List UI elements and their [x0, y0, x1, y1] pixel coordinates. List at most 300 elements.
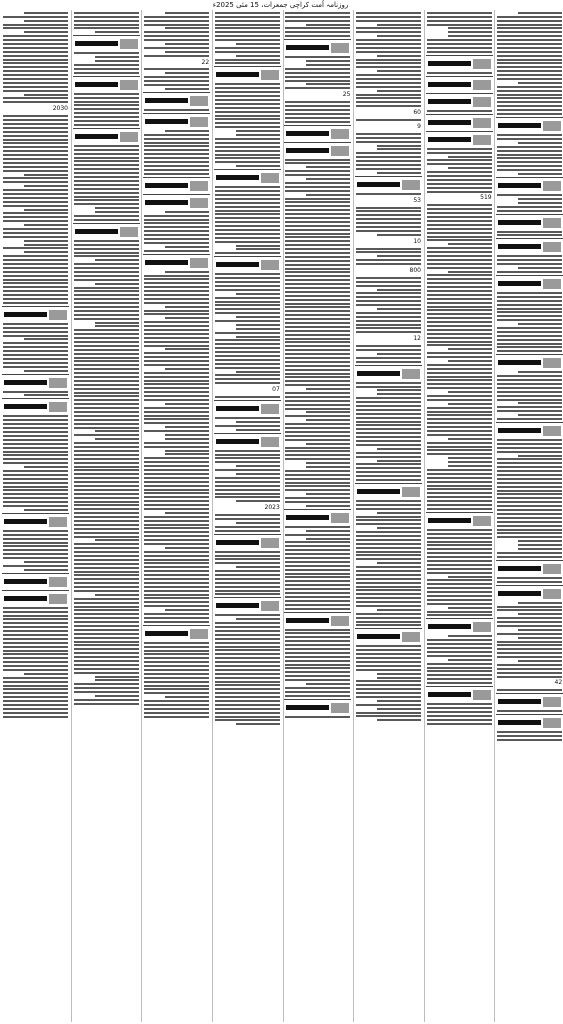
text-line [144, 234, 209, 236]
headline-text-block [428, 692, 471, 697]
text-line [74, 275, 139, 277]
text-line [285, 369, 350, 371]
text-line [144, 109, 209, 111]
text-line [144, 669, 209, 671]
text-line [215, 304, 280, 306]
text-line [497, 105, 562, 107]
story-badge [473, 516, 491, 526]
text-line [3, 530, 68, 532]
story-headline [496, 717, 563, 729]
text-line [427, 614, 492, 616]
section-divider [426, 512, 493, 513]
text-line [74, 582, 139, 584]
text-line [236, 248, 280, 250]
text-line [24, 370, 68, 372]
text-line [497, 395, 562, 397]
text-line [427, 313, 492, 315]
text-line [427, 282, 492, 284]
story-badge [49, 594, 67, 604]
text-line [74, 203, 139, 205]
text-line [356, 570, 421, 572]
text-line [427, 492, 492, 494]
text-line [236, 316, 280, 318]
text-line [285, 373, 350, 375]
headline-text-block [4, 404, 47, 409]
story-headline [73, 226, 140, 238]
text-line [427, 224, 492, 226]
text-line [427, 414, 492, 416]
text-line [165, 512, 209, 514]
text-line [285, 660, 350, 662]
text-line [3, 677, 68, 679]
text-line [356, 156, 421, 158]
text-line [356, 601, 421, 603]
text-line [285, 268, 350, 270]
text-line [144, 275, 209, 277]
text-line [285, 656, 350, 658]
text-line [215, 186, 280, 188]
text-line [285, 338, 350, 340]
text-line [215, 194, 280, 196]
number-in-text: 10 [413, 237, 421, 245]
text-line [285, 87, 350, 89]
text-line [144, 238, 209, 240]
headline-text-block [428, 99, 471, 104]
text-line [74, 267, 139, 269]
story-badge [331, 129, 349, 139]
text-line [427, 548, 492, 550]
text-line [497, 644, 562, 646]
text-line [285, 695, 350, 697]
text-line [377, 172, 421, 174]
text-line [215, 59, 280, 61]
text-line [285, 76, 350, 78]
text-line [497, 339, 562, 341]
text-line [215, 562, 280, 564]
story-headline [496, 120, 563, 132]
section-divider [426, 55, 493, 56]
text-line [356, 382, 421, 384]
text-line [497, 43, 562, 45]
text-line [74, 219, 139, 221]
text-line [215, 161, 280, 163]
text-line [3, 142, 68, 144]
text-line [215, 590, 280, 592]
text-line [3, 657, 68, 659]
text-line [285, 679, 350, 681]
text-line [285, 435, 350, 437]
text-line [144, 329, 209, 331]
text-line [427, 368, 492, 370]
text-line [356, 531, 421, 533]
text-line [74, 625, 139, 627]
text-line [285, 291, 350, 293]
text-line [427, 187, 492, 189]
text-line [3, 158, 68, 160]
text-line [285, 225, 350, 227]
headline-text-block [4, 579, 47, 584]
text-line [74, 199, 139, 201]
text-line [356, 62, 421, 64]
story-headline [2, 309, 69, 321]
text-line [215, 477, 280, 479]
text-line [356, 316, 421, 318]
story-badge [120, 132, 138, 142]
text-line [3, 236, 68, 238]
story-headline [426, 515, 493, 527]
text-line [448, 438, 492, 440]
text-line [74, 641, 139, 643]
text-line [144, 31, 209, 33]
text-line [285, 569, 350, 571]
text-line [74, 364, 139, 366]
text-line [215, 202, 280, 204]
section-divider [2, 573, 69, 574]
text-line [448, 271, 492, 273]
text-line [518, 402, 562, 404]
text-line [285, 12, 350, 14]
text-line [3, 642, 68, 644]
text-line [497, 138, 562, 140]
text-line [74, 124, 139, 126]
text-line [3, 177, 68, 179]
text-line [236, 371, 280, 373]
text-line [356, 137, 421, 139]
text-line [144, 586, 209, 588]
headline-text-block [428, 61, 471, 66]
story-badge [331, 703, 349, 713]
text-line [497, 731, 562, 733]
text-line [144, 446, 209, 448]
text-line [3, 228, 68, 230]
text-line [306, 462, 350, 464]
text-line [3, 279, 68, 281]
text-line [215, 457, 280, 459]
text-line [285, 478, 350, 480]
text-line [285, 592, 350, 594]
section-divider [284, 509, 351, 510]
text-line [3, 646, 68, 648]
text-line [3, 43, 68, 45]
text-line [497, 406, 562, 408]
text-line [497, 94, 562, 96]
text-line [285, 229, 350, 231]
text-line [497, 375, 562, 377]
text-line [427, 274, 492, 276]
text-line [3, 216, 68, 218]
text-line [356, 471, 421, 473]
text-line [427, 228, 492, 230]
text-line [356, 251, 421, 253]
text-line [285, 345, 350, 347]
text-line [3, 542, 68, 544]
text-line [497, 648, 562, 650]
text-line [215, 237, 280, 239]
text-line [144, 376, 209, 378]
text-line [3, 212, 68, 214]
text-line [165, 88, 209, 90]
text-line [3, 119, 68, 121]
number-in-text: 07 [272, 386, 280, 394]
text-line [95, 56, 139, 58]
section-divider [496, 238, 563, 239]
text-line [285, 330, 350, 332]
text-line [236, 165, 280, 167]
section-divider [496, 177, 563, 178]
text-line [427, 152, 492, 154]
text-line [215, 225, 280, 227]
text-line [427, 560, 492, 562]
story-headline [143, 180, 210, 192]
text-line [427, 12, 492, 14]
text-line [215, 417, 280, 419]
story-badge [120, 39, 138, 49]
text-line [144, 613, 209, 615]
text-line [285, 404, 350, 406]
text-line [377, 719, 421, 721]
story-headline [143, 257, 210, 269]
text-line [144, 35, 209, 37]
text-line [356, 168, 421, 170]
text-line [95, 207, 139, 209]
text-line [285, 162, 350, 164]
text-line [518, 323, 562, 325]
text-line [497, 735, 562, 737]
text-line [518, 660, 562, 662]
text-line [3, 545, 68, 547]
story-badge [543, 589, 561, 599]
text-line [74, 633, 139, 635]
headline-text-block [216, 262, 259, 267]
text-line [165, 317, 209, 319]
text-line [74, 16, 139, 18]
text-line [165, 211, 209, 213]
text-line [215, 367, 280, 369]
text-line [215, 496, 280, 498]
text-line [497, 35, 562, 37]
story-badge [543, 426, 561, 436]
text-line [497, 521, 562, 523]
text-line [285, 408, 350, 410]
text-line [144, 24, 209, 26]
text-line [497, 490, 562, 492]
text-line [377, 448, 421, 450]
text-line [285, 557, 350, 559]
story-badge [261, 538, 279, 548]
text-line [427, 682, 492, 684]
story-headline [426, 117, 493, 129]
text-line [144, 173, 209, 175]
text-line [3, 335, 68, 337]
text-line [427, 477, 492, 479]
text-line [3, 39, 68, 41]
text-line [497, 194, 562, 196]
text-line [356, 105, 421, 107]
text-line [427, 667, 492, 669]
text-line [3, 493, 68, 495]
text-line [144, 661, 209, 663]
text-line [215, 642, 280, 644]
text-line [74, 551, 139, 553]
text-line [74, 481, 139, 483]
text-line [144, 411, 209, 413]
text-line [448, 457, 492, 459]
text-line [215, 374, 280, 376]
text-line [144, 313, 209, 315]
text-line [165, 72, 209, 74]
number-in-text: 42 [554, 679, 563, 687]
text-line [215, 190, 280, 192]
text-line [3, 439, 68, 441]
text-line [306, 683, 350, 685]
text-line [356, 300, 421, 302]
section-divider [214, 400, 281, 401]
text-line [215, 154, 280, 156]
text-line [377, 677, 421, 679]
text-line [285, 450, 350, 452]
text-line [427, 239, 492, 241]
text-line [74, 411, 139, 413]
text-line [448, 167, 492, 169]
headline-text-block [498, 566, 541, 571]
text-line [24, 240, 68, 242]
text-line [306, 466, 350, 468]
text-line [427, 418, 492, 420]
text-line [427, 446, 492, 448]
text-line [215, 489, 280, 491]
text-line [356, 222, 421, 224]
text-line [215, 91, 280, 93]
text-line [74, 310, 139, 312]
text-line [497, 210, 562, 212]
text-line [497, 439, 562, 441]
text-line [285, 470, 350, 472]
text-line [497, 517, 562, 519]
text-line [74, 302, 139, 304]
text-line [215, 578, 280, 580]
text-line [144, 566, 209, 568]
text-line [3, 232, 68, 234]
text-line [74, 703, 139, 705]
story-badge [402, 180, 420, 190]
text-line [144, 242, 209, 244]
text-line [165, 426, 209, 428]
text-line [144, 356, 209, 358]
text-line [497, 447, 562, 449]
text-line [518, 142, 562, 144]
text-line [356, 51, 421, 53]
story-badge [473, 135, 491, 145]
story-headline [214, 403, 281, 415]
text-line [74, 501, 139, 503]
text-line [215, 301, 280, 303]
text-line [285, 209, 350, 211]
article-column [214, 10, 281, 1022]
text-line [144, 157, 209, 159]
text-line [144, 294, 209, 296]
text-line [74, 454, 139, 456]
text-line [518, 602, 562, 604]
section-divider [214, 169, 281, 170]
text-line [74, 263, 139, 265]
text-line [215, 677, 280, 679]
text-line [144, 302, 209, 304]
text-line [285, 170, 350, 172]
story-badge [543, 697, 561, 707]
story-badge [261, 437, 279, 447]
text-line [144, 653, 209, 655]
text-line [285, 31, 350, 33]
text-line [3, 505, 68, 507]
text-line [3, 665, 68, 667]
text-line [427, 639, 492, 641]
story-badge [261, 601, 279, 611]
text-line [144, 430, 209, 432]
text-line [144, 364, 209, 366]
text-line [144, 578, 209, 580]
text-line [144, 278, 209, 280]
text-line [74, 629, 139, 631]
text-line [518, 613, 562, 615]
text-line [215, 551, 280, 553]
text-line [74, 329, 139, 331]
text-line [356, 210, 421, 212]
text-line [285, 541, 350, 543]
text-line [285, 584, 350, 586]
text-line [427, 481, 492, 483]
text-line [215, 684, 280, 686]
text-line [356, 653, 421, 655]
text-line [3, 549, 68, 551]
text-line [285, 632, 350, 634]
text-line [215, 634, 280, 636]
text-line [144, 605, 209, 607]
text-line [497, 525, 562, 527]
story-headline [426, 79, 493, 91]
section-divider [284, 142, 351, 143]
text-line [215, 396, 280, 398]
story-badge [473, 59, 491, 69]
text-line [144, 352, 209, 354]
headline-text-block [216, 406, 259, 411]
text-line [3, 458, 68, 460]
story-headline [2, 516, 69, 528]
text-line [427, 379, 492, 381]
text-line [356, 277, 421, 279]
text-line [74, 462, 139, 464]
section-divider [284, 699, 351, 700]
text-line [377, 562, 421, 564]
text-line [3, 415, 68, 417]
story-headline [496, 563, 563, 575]
text-line [427, 508, 492, 510]
text-line [497, 625, 562, 627]
text-line [427, 20, 492, 22]
text-line [427, 352, 492, 354]
text-line [356, 285, 421, 287]
text-line [74, 368, 139, 370]
story-badge [261, 70, 279, 80]
text-line [356, 312, 421, 314]
text-line [236, 723, 280, 725]
section-divider [355, 365, 422, 366]
story-headline [2, 593, 69, 605]
text-line [497, 292, 562, 294]
text-line [427, 399, 492, 401]
text-line [215, 12, 280, 14]
text-line [3, 630, 68, 632]
text-line [74, 372, 139, 374]
